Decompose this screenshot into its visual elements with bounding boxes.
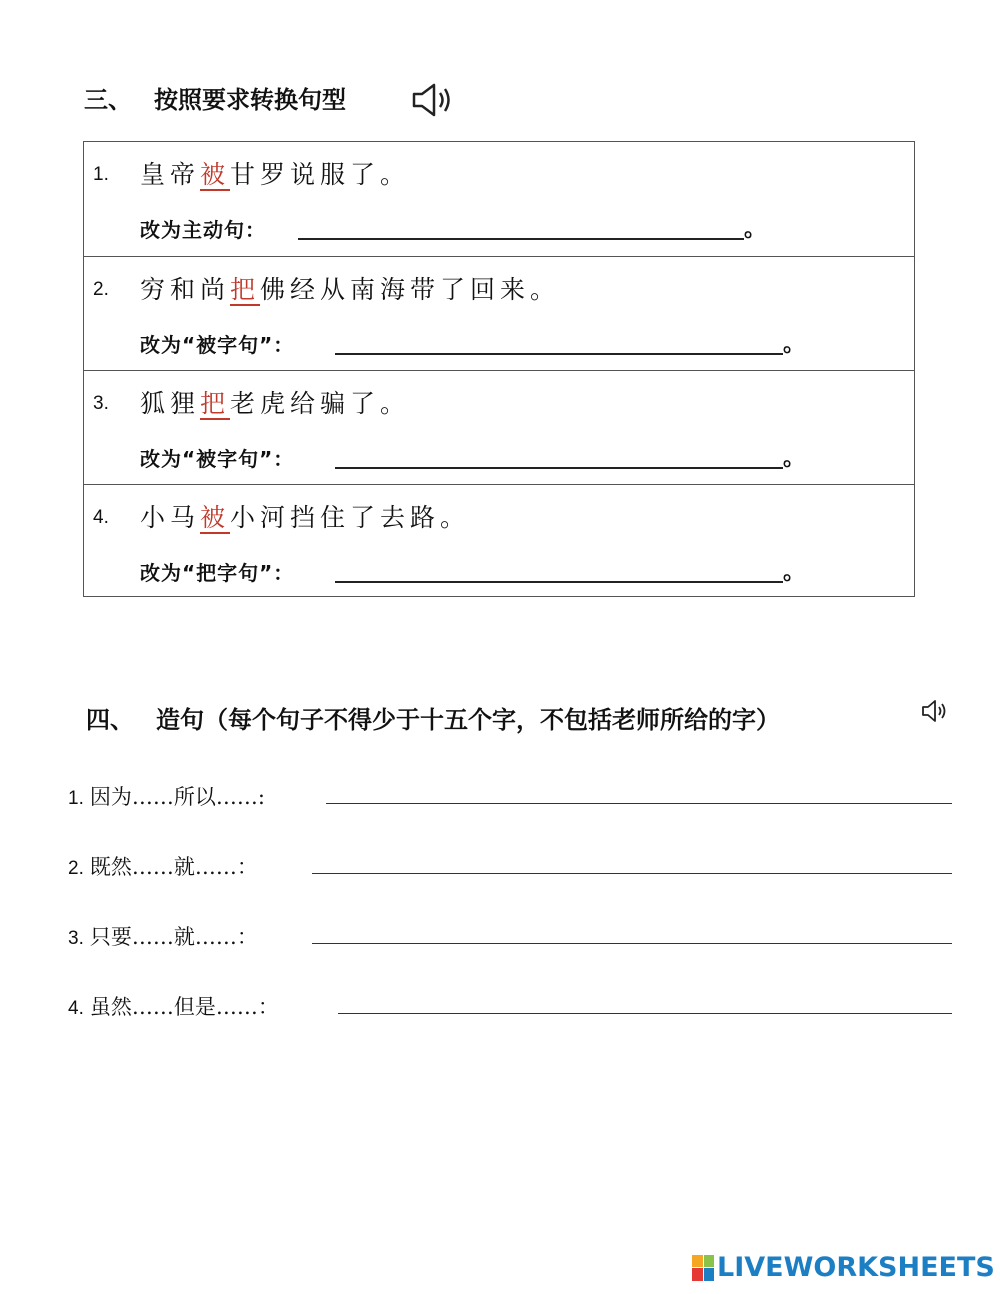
section4-title: 造句（每个句子不得少于十五个字，不包括老师所给的字） xyxy=(156,706,780,734)
speaker-icon[interactable] xyxy=(410,82,456,118)
highlighted-word: 把 xyxy=(200,389,231,418)
conversion-row xyxy=(84,142,914,256)
section3-title: 按照要求转换句型 xyxy=(154,86,346,114)
sentence: 皇帝被甘罗说服了。 xyxy=(140,160,411,189)
end-mark: 。 xyxy=(783,331,806,357)
highlighted-word: 被 xyxy=(200,160,231,189)
liveworksheets-logo xyxy=(692,1252,995,1283)
sentence: 小马被小河挡住了去路。 xyxy=(140,503,471,532)
section4-heading xyxy=(86,700,780,735)
item-number: 2. xyxy=(68,858,84,879)
prompt: 只要……就……： xyxy=(89,925,258,949)
item-number: 1. xyxy=(68,788,84,809)
logo-icon xyxy=(692,1255,714,1281)
item-number: 4. xyxy=(68,998,84,1019)
sentence-item xyxy=(68,781,265,811)
sentence: 狐狸把老虎给骗了。 xyxy=(140,389,411,418)
highlighted-word: 把 xyxy=(230,275,261,304)
highlighted-word: 被 xyxy=(200,503,231,532)
instruction: 改为主动句： xyxy=(140,218,266,242)
sentence-item xyxy=(68,991,279,1021)
answer-line[interactable] xyxy=(335,581,783,583)
instruction: 改为“被字句”： xyxy=(140,333,295,357)
section3-number: 三、 xyxy=(84,86,132,114)
prompt: 虽然……但是……： xyxy=(89,995,279,1019)
item-number: 3. xyxy=(93,393,109,414)
sentence-item xyxy=(68,921,258,951)
end-mark: 。 xyxy=(744,216,767,242)
instruction: 改为“把字句”： xyxy=(140,561,295,585)
item-number: 2. xyxy=(93,279,109,300)
item-number: 1. xyxy=(93,164,109,185)
item-number: 3. xyxy=(68,928,84,949)
speaker-icon[interactable] xyxy=(921,699,949,723)
end-mark: 。 xyxy=(783,445,806,471)
conversion-table xyxy=(83,141,915,597)
sentence: 穷和尚把佛经从南海带了回来。 xyxy=(140,275,561,304)
end-mark: 。 xyxy=(783,559,806,585)
answer-line[interactable] xyxy=(298,238,744,240)
conversion-row xyxy=(84,256,914,370)
sentence-item xyxy=(68,851,258,881)
answer-line[interactable] xyxy=(312,943,952,944)
section3-heading xyxy=(84,80,346,115)
answer-line[interactable] xyxy=(335,467,783,469)
prompt: 因为……所以……: xyxy=(89,785,265,809)
answer-line[interactable] xyxy=(312,873,952,874)
brand-name: LIVEWORKSHEETS xyxy=(717,1252,995,1283)
answer-line[interactable] xyxy=(326,803,952,804)
instruction: 改为“被字句”： xyxy=(140,447,295,471)
conversion-row xyxy=(84,484,914,598)
answer-line[interactable] xyxy=(338,1013,952,1014)
conversion-row xyxy=(84,370,914,484)
item-number: 4. xyxy=(93,507,109,528)
prompt: 既然……就……： xyxy=(89,855,258,879)
section4-number: 四、 xyxy=(86,706,134,734)
answer-line[interactable] xyxy=(335,353,783,355)
